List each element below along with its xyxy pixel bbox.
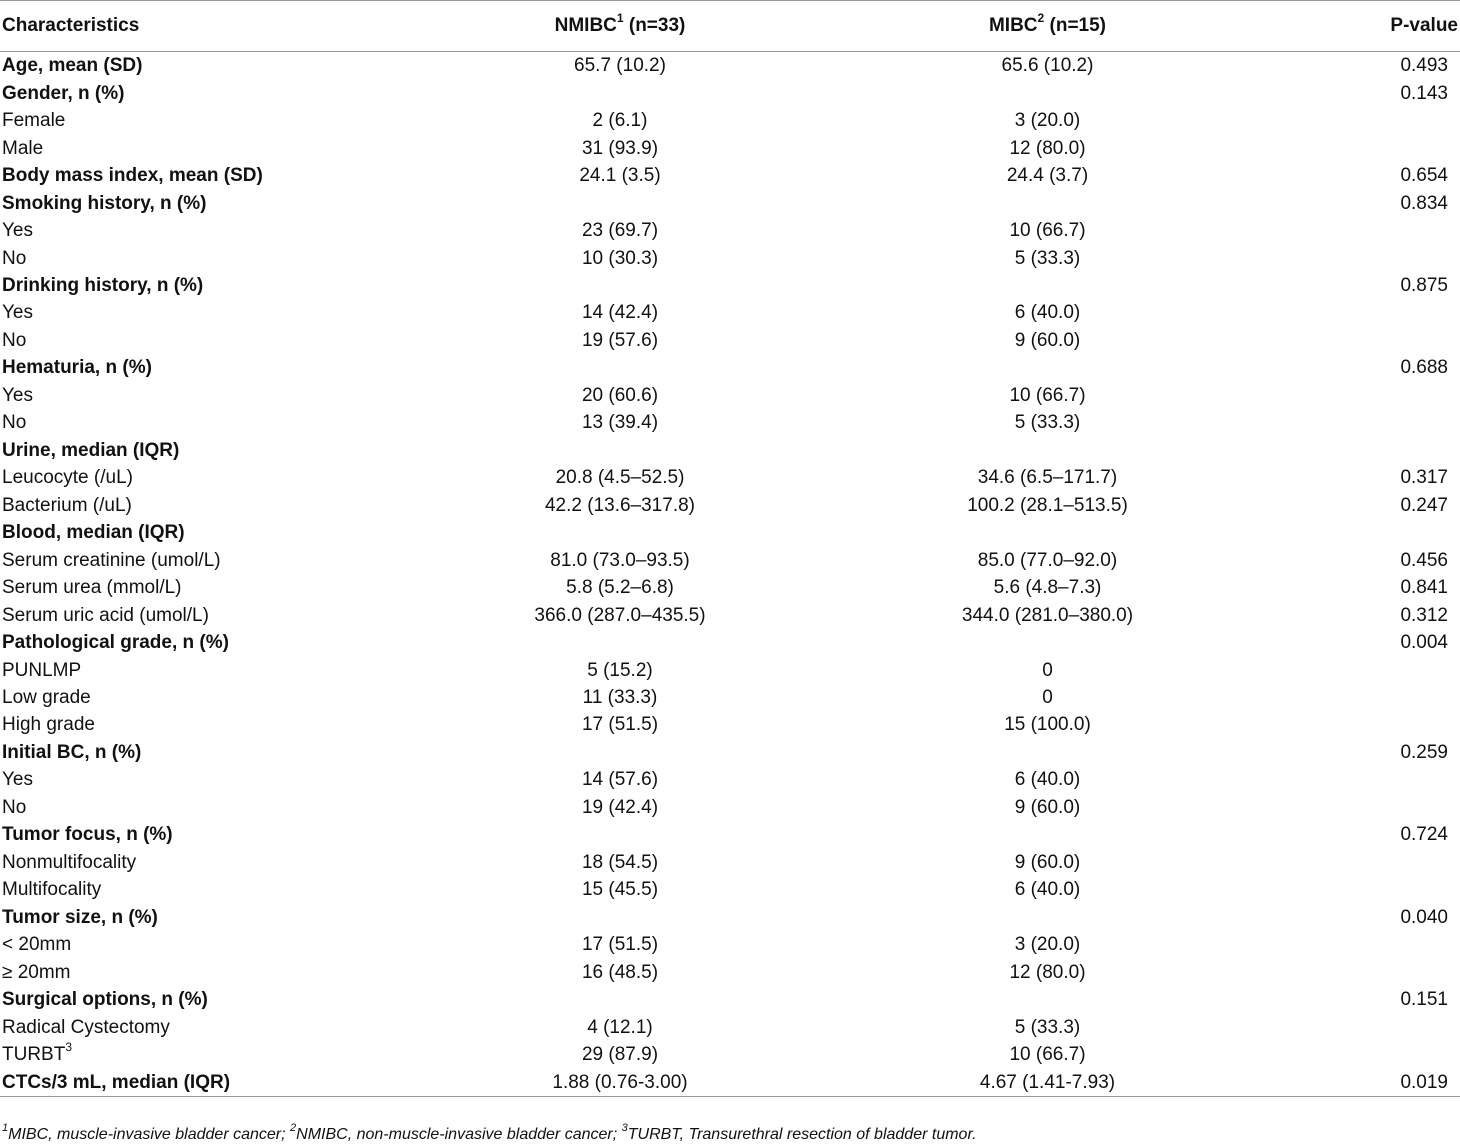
row-label xyxy=(0,492,420,519)
row-label xyxy=(0,79,420,106)
cell-nmibc xyxy=(420,354,820,381)
row-label xyxy=(0,1013,420,1040)
row-label xyxy=(0,217,420,244)
cell-mibc: 9 (60.0) xyxy=(1014,851,1081,873)
table-row xyxy=(0,1013,1460,1040)
cell-mibc: 344.0 (281.0–380.0) xyxy=(961,604,1134,626)
cell-pvalue xyxy=(1275,1013,1460,1040)
row-label xyxy=(0,986,420,1013)
row-label xyxy=(0,272,420,299)
table-row xyxy=(0,904,1460,931)
cell-pvalue xyxy=(1275,876,1460,903)
cell-nmibc: 81.0 (73.0–93.5) xyxy=(550,549,690,571)
row-label-text: No xyxy=(2,329,27,351)
row-label xyxy=(0,464,420,491)
cell-nmibc: 23 (69.7) xyxy=(581,220,659,242)
header-row xyxy=(0,1,1460,52)
cell-nmibc: 17 (51.5) xyxy=(581,714,659,736)
cell-mibc: 10 (66.7) xyxy=(1009,1044,1086,1066)
cell-mibc: 34.6 (6.5–171.7) xyxy=(977,467,1118,489)
table-row xyxy=(0,684,1460,711)
header-pvalue: P-value xyxy=(1275,1,1460,52)
row-label-text: Yes xyxy=(2,302,33,324)
cell-pvalue xyxy=(1275,437,1460,464)
row-label xyxy=(0,821,420,848)
cell-pvalue xyxy=(1275,519,1460,546)
row-label-text: CTCs/3 mL, median (IQR) xyxy=(2,1071,231,1093)
cell-mibc: 24.4 (3.7) xyxy=(1006,165,1089,187)
cell-nmibc xyxy=(420,519,820,546)
row-label xyxy=(0,849,420,876)
row-label-sup: 3 xyxy=(65,1039,73,1054)
header-nmibc-sup: 1 xyxy=(616,10,624,25)
cell-nmibc: 24.1 (3.5) xyxy=(579,165,661,187)
row-label xyxy=(0,684,420,711)
cell-mibc: 6 (40.0) xyxy=(1014,302,1081,324)
row-label xyxy=(0,327,420,354)
row-label xyxy=(0,876,420,903)
table-row xyxy=(0,162,1460,189)
row-label-text: Body mass index, mean (SD) xyxy=(2,165,263,187)
cell-mibc: 5 (33.3) xyxy=(1014,412,1081,434)
cell-pvalue: 0.019 xyxy=(1275,1068,1460,1096)
row-label xyxy=(0,546,420,573)
cell-pvalue: 0.493 xyxy=(1400,55,1448,77)
cell-nmibc: 13 (39.4) xyxy=(581,412,659,434)
table-row xyxy=(0,821,1460,848)
row-label-text: Nonmultifocality xyxy=(2,851,137,873)
table-body xyxy=(0,52,1460,1097)
cell-nmibc xyxy=(420,437,820,464)
row-label xyxy=(0,1068,420,1096)
table-row xyxy=(0,244,1460,271)
cell-mibc xyxy=(820,986,1275,1013)
row-label xyxy=(0,244,420,271)
cell-mibc xyxy=(820,437,1275,464)
cell-nmibc: 20.8 (4.5–52.5) xyxy=(555,467,685,489)
cell-nmibc xyxy=(420,629,820,656)
table-row xyxy=(0,739,1460,766)
row-label-text: ≥ 20mm xyxy=(2,961,71,983)
header-mibc xyxy=(820,1,1275,52)
row-label-text: Pathological grade, n (%) xyxy=(2,632,229,654)
table-row xyxy=(0,711,1460,738)
row-label-text: Blood, median (IQR) xyxy=(2,522,185,544)
cell-mibc xyxy=(820,189,1275,216)
cell-mibc: 85.0 (77.0–92.0) xyxy=(977,549,1118,571)
cell-nmibc: 16 (48.5) xyxy=(581,961,659,983)
cell-mibc: 10 (66.7) xyxy=(1009,220,1086,242)
cell-pvalue: 0.312 xyxy=(1400,604,1448,626)
cell-mibc xyxy=(820,739,1275,766)
cell-nmibc: 18 (54.5) xyxy=(581,851,659,873)
table-row xyxy=(0,134,1460,161)
header-nmibc-n: (n=33) xyxy=(623,15,686,36)
row-label xyxy=(0,601,420,628)
cell-mibc: 6 (40.0) xyxy=(1014,879,1081,901)
row-label xyxy=(0,107,420,134)
cell-nmibc: 19 (57.6) xyxy=(581,329,659,351)
header-mibc-sup: 2 xyxy=(1037,10,1045,25)
cell-nmibc: 366.0 (287.0–435.5) xyxy=(534,604,706,626)
row-label-text: Gender, n (%) xyxy=(2,82,125,104)
cell-pvalue xyxy=(1275,134,1460,161)
row-label xyxy=(0,1041,420,1068)
table-header xyxy=(0,1,1460,52)
cell-mibc xyxy=(820,272,1275,299)
cell-nmibc xyxy=(420,739,820,766)
table-row xyxy=(0,656,1460,683)
cell-mibc: 5.6 (4.8–7.3) xyxy=(993,577,1102,599)
cell-mibc xyxy=(820,519,1275,546)
cell-pvalue: 0.317 xyxy=(1400,467,1448,489)
table-row xyxy=(0,958,1460,985)
cell-mibc xyxy=(820,79,1275,106)
row-label-text: High grade xyxy=(2,714,95,736)
row-label xyxy=(0,52,420,80)
row-label xyxy=(0,656,420,683)
cell-pvalue: 0.834 xyxy=(1400,192,1448,214)
header-nmibc xyxy=(420,1,820,52)
cell-pvalue: 0.724 xyxy=(1400,824,1448,846)
header-characteristics: Characteristics xyxy=(0,1,420,52)
row-label xyxy=(0,711,420,738)
table-row xyxy=(0,217,1460,244)
cell-nmibc xyxy=(420,189,820,216)
cell-pvalue: 0.841 xyxy=(1400,577,1448,599)
row-label xyxy=(0,437,420,464)
cell-mibc: 5 (33.3) xyxy=(1014,1016,1081,1038)
cell-nmibc xyxy=(420,821,820,848)
cell-mibc xyxy=(820,354,1275,381)
footnote-text: NMIBC, non-muscle-invasive bladder cancer; xyxy=(296,1126,622,1143)
row-label-text: Urine, median (IQR) xyxy=(2,439,180,461)
table-row xyxy=(0,1041,1460,1068)
row-label xyxy=(0,766,420,793)
table-row xyxy=(0,546,1460,573)
row-label xyxy=(0,382,420,409)
cell-mibc: 0 xyxy=(1042,659,1053,681)
footnote-sup: 1 xyxy=(2,1121,9,1134)
cell-pvalue xyxy=(1275,849,1460,876)
cell-pvalue xyxy=(1275,766,1460,793)
cell-mibc: 9 (60.0) xyxy=(1014,796,1081,818)
cell-nmibc: 5.8 (5.2–6.8) xyxy=(566,577,674,599)
row-label xyxy=(0,739,420,766)
cell-pvalue xyxy=(1275,684,1460,711)
cell-pvalue: 0.004 xyxy=(1400,632,1448,654)
table-row xyxy=(0,464,1460,491)
table-row xyxy=(0,299,1460,326)
cell-mibc: 12 (80.0) xyxy=(1009,137,1086,159)
cell-nmibc: 42.2 (13.6–317.8) xyxy=(544,494,695,516)
row-label xyxy=(0,904,420,931)
cell-pvalue: 0.654 xyxy=(1400,165,1448,187)
row-label-text: Multifocality xyxy=(2,879,102,901)
cell-nmibc: 29 (87.9) xyxy=(581,1044,659,1066)
cell-nmibc: 4 (12.1) xyxy=(587,1016,653,1038)
cell-pvalue xyxy=(1275,1041,1460,1068)
header-mibc-n: (n=15) xyxy=(1044,15,1107,36)
cell-nmibc: 31 (93.9) xyxy=(581,137,659,159)
cell-mibc: 15 (100.0) xyxy=(1004,714,1091,736)
row-label-text: No xyxy=(2,796,27,818)
footnote-sup: 3 xyxy=(621,1121,628,1134)
table-row xyxy=(0,986,1460,1013)
row-label-text: Radical Cystectomy xyxy=(2,1016,170,1038)
cell-mibc: 9 (60.0) xyxy=(1014,329,1081,351)
row-label-text: Yes xyxy=(2,769,33,791)
cell-pvalue xyxy=(1275,217,1460,244)
row-label xyxy=(0,134,420,161)
row-label-text: Tumor focus, n (%) xyxy=(2,824,173,846)
row-label xyxy=(0,519,420,546)
row-label xyxy=(0,162,420,189)
footnote-sup: 2 xyxy=(290,1121,297,1134)
row-label-text: Hematuria, n (%) xyxy=(2,357,152,379)
header-nmibc-label: NMIBC xyxy=(554,15,617,36)
row-label xyxy=(0,354,420,381)
table-row xyxy=(0,1068,1460,1096)
cell-pvalue: 0.247 xyxy=(1400,494,1448,516)
cell-mibc: 100.2 (28.1–513.5) xyxy=(967,494,1128,516)
table-row xyxy=(0,794,1460,821)
table-row xyxy=(0,601,1460,628)
cell-nmibc: 11 (33.3) xyxy=(582,687,658,709)
cell-nmibc xyxy=(420,272,820,299)
cell-mibc xyxy=(820,904,1275,931)
cell-nmibc xyxy=(420,79,820,106)
row-label-text: Drinking history, n (%) xyxy=(2,274,204,296)
row-label xyxy=(0,794,420,821)
row-label-text: Serum uric acid (umol/L) xyxy=(2,604,209,626)
row-label-text: Male xyxy=(2,137,44,159)
row-label-text: Serum urea (mmol/L) xyxy=(2,577,182,599)
cell-mibc: 65.6 (10.2) xyxy=(1001,55,1094,77)
table-row xyxy=(0,107,1460,134)
row-label-text: PUNLMP xyxy=(2,659,82,681)
table-row xyxy=(0,437,1460,464)
cell-pvalue: 0.456 xyxy=(1400,549,1448,571)
cell-pvalue xyxy=(1275,409,1460,436)
table-footnote xyxy=(2,1121,977,1144)
row-label-text: Female xyxy=(2,110,66,132)
table-row xyxy=(0,876,1460,903)
table-row xyxy=(0,79,1460,106)
cell-nmibc: 19 (42.4) xyxy=(581,796,659,818)
cell-mibc: 5 (33.3) xyxy=(1014,247,1081,269)
row-label-text: Yes xyxy=(2,220,33,242)
cell-nmibc: 14 (57.6) xyxy=(581,769,659,791)
row-label-text: Smoking history, n (%) xyxy=(2,192,207,214)
cell-pvalue xyxy=(1275,794,1460,821)
cell-nmibc: 65.7 (10.2) xyxy=(574,55,666,77)
row-label-text: Age, mean (SD) xyxy=(2,55,143,77)
cell-nmibc: 14 (42.4) xyxy=(581,302,659,324)
cell-mibc: 6 (40.0) xyxy=(1014,769,1081,791)
table-row xyxy=(0,519,1460,546)
cell-nmibc: 1.88 (0.76-3.00) xyxy=(420,1068,820,1096)
cell-mibc xyxy=(820,821,1275,848)
table-row xyxy=(0,272,1460,299)
row-label xyxy=(0,409,420,436)
row-label-text: No xyxy=(2,247,27,269)
cell-pvalue xyxy=(1275,244,1460,271)
cell-pvalue: 0.875 xyxy=(1400,274,1448,296)
row-label xyxy=(0,299,420,326)
row-label-text: Low grade xyxy=(2,687,91,709)
cell-pvalue xyxy=(1275,656,1460,683)
cell-pvalue: 0.151 xyxy=(1400,989,1448,1011)
cell-pvalue xyxy=(1275,107,1460,134)
row-label-text: Leucocyte (/uL) xyxy=(2,467,133,489)
cell-pvalue xyxy=(1275,958,1460,985)
table-row xyxy=(0,766,1460,793)
cell-nmibc: 2 (6.1) xyxy=(592,110,648,132)
cell-pvalue xyxy=(1275,299,1460,326)
table-row xyxy=(0,189,1460,216)
row-label xyxy=(0,931,420,958)
cell-nmibc xyxy=(420,904,820,931)
cell-pvalue: 0.259 xyxy=(1400,741,1448,763)
table-row xyxy=(0,574,1460,601)
cell-mibc: 10 (66.7) xyxy=(1009,384,1086,406)
cell-pvalue xyxy=(1275,382,1460,409)
row-label-text: Yes xyxy=(2,384,33,406)
table-row xyxy=(0,52,1460,80)
header-mibc-label: MIBC xyxy=(988,15,1038,36)
cell-nmibc: 10 (30.3) xyxy=(581,247,659,269)
row-label-text: Bacterium (/uL) xyxy=(2,494,132,516)
table-row xyxy=(0,382,1460,409)
row-label-text: No xyxy=(2,412,27,434)
row-label-text: Tumor size, n (%) xyxy=(2,906,158,928)
cell-pvalue xyxy=(1275,711,1460,738)
cell-mibc: 0 xyxy=(1042,687,1053,709)
row-label xyxy=(0,958,420,985)
table-row xyxy=(0,354,1460,381)
cell-nmibc: 5 (15.2) xyxy=(587,659,653,681)
cell-pvalue xyxy=(1275,327,1460,354)
footnote-text: TURBT, Transurethral resection of bladder tumor. xyxy=(627,1126,977,1143)
cell-nmibc: 20 (60.6) xyxy=(581,384,659,406)
cell-mibc xyxy=(820,629,1275,656)
cell-pvalue xyxy=(1275,931,1460,958)
footnote-text: MIBC, muscle-invasive bladder cancer; xyxy=(8,1126,291,1143)
table-row xyxy=(0,409,1460,436)
table-row xyxy=(0,327,1460,354)
row-label-text: < 20mm xyxy=(2,934,72,956)
cell-pvalue: 0.688 xyxy=(1400,357,1448,379)
cell-nmibc: 15 (45.5) xyxy=(581,879,659,901)
cell-pvalue: 0.040 xyxy=(1400,906,1448,928)
row-label-text: Initial BC, n (%) xyxy=(2,741,142,763)
cell-mibc: 12 (80.0) xyxy=(1009,961,1086,983)
cell-mibc: 3 (20.0) xyxy=(1014,110,1081,132)
row-label-text: TURBT xyxy=(2,1044,66,1066)
cell-mibc: 3 (20.0) xyxy=(1014,934,1081,956)
row-label xyxy=(0,629,420,656)
table-row xyxy=(0,849,1460,876)
row-label-text: Surgical options, n (%) xyxy=(2,989,208,1011)
cell-nmibc xyxy=(420,986,820,1013)
cell-mibc: 4.67 (1.41-7.93) xyxy=(820,1068,1275,1096)
row-label xyxy=(0,574,420,601)
row-label xyxy=(0,189,420,216)
cell-nmibc: 17 (51.5) xyxy=(581,934,659,956)
cell-pvalue: 0.143 xyxy=(1400,82,1448,104)
row-label-text: Serum creatinine (umol/L) xyxy=(2,549,221,571)
table-row xyxy=(0,931,1460,958)
table-row xyxy=(0,629,1460,656)
table-row xyxy=(0,492,1460,519)
